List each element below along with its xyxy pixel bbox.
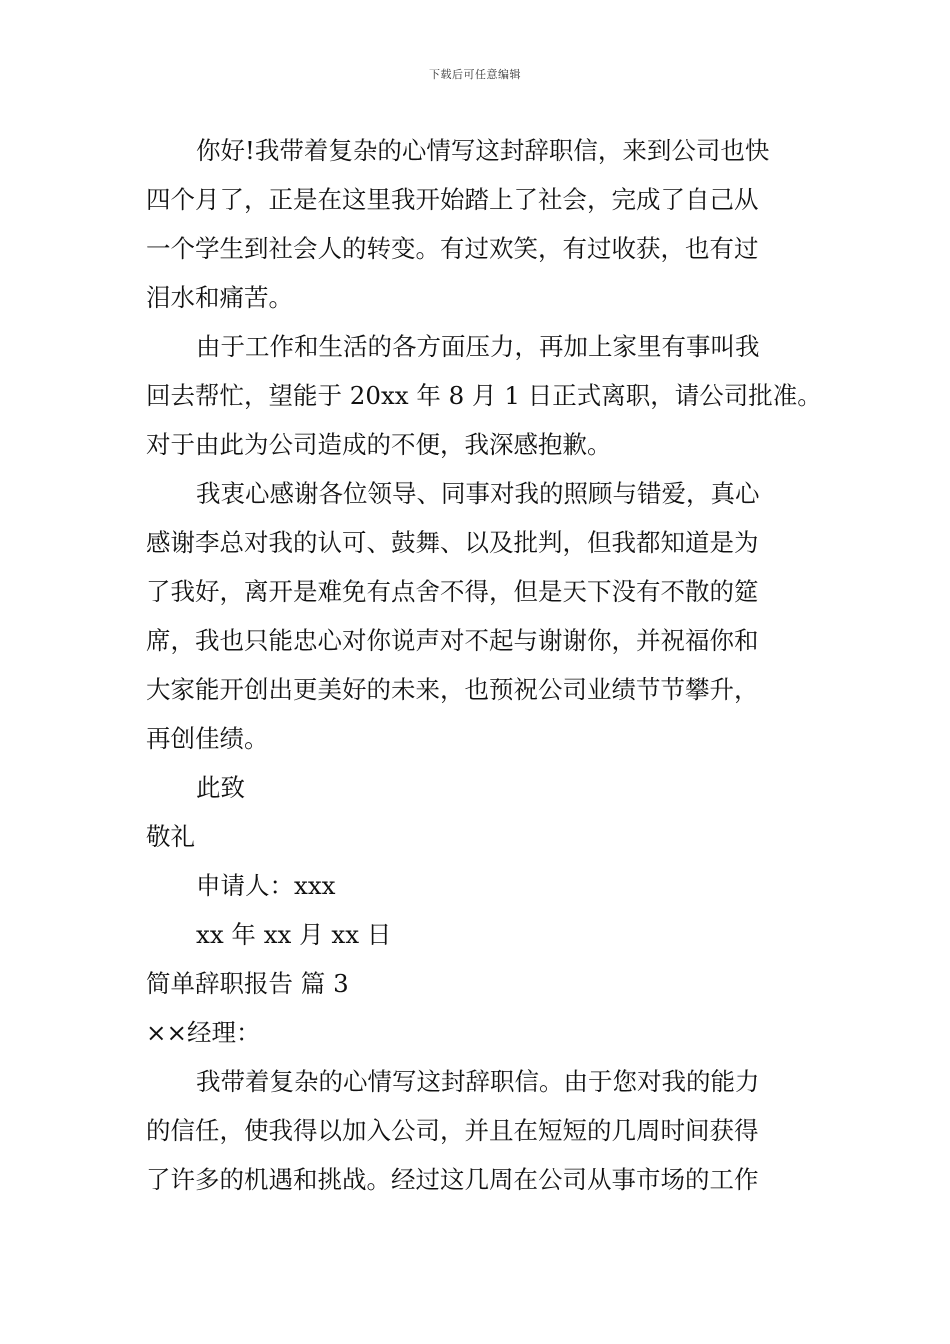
closing-line: 此致 bbox=[196, 773, 245, 802]
text-line: 对于由此为公司造成的不便，我深感抱歉。 bbox=[146, 430, 612, 459]
date-line: xx 年 xx 月 xx 日 bbox=[196, 920, 392, 949]
header-note: 下载后可任意编辑 bbox=[429, 68, 521, 81]
applicant-line: 申请人：xxx bbox=[196, 871, 336, 900]
text-line: 感谢李总对我的认可、鼓舞、以及批判，但我都知道是为 bbox=[146, 528, 759, 557]
text-line: 由于工作和生活的各方面压力，再加上家里有事叫我 bbox=[196, 332, 760, 361]
text-line: 了我好，离开是难免有点舍不得，但是天下没有不散的筵 bbox=[146, 577, 759, 606]
document-body bbox=[146, 126, 822, 1204]
text-line: 泪水和痛苦。 bbox=[146, 283, 293, 312]
addressee-line: ××经理： bbox=[146, 1018, 261, 1047]
text-line: 我带着复杂的心情写这封辞职信。由于您对我的能力 bbox=[196, 1067, 760, 1096]
text-line: 再创佳绩。 bbox=[146, 724, 269, 753]
text-line: 大家能开创出更美好的未来，也预祝公司业绩节节攀升， bbox=[146, 675, 759, 704]
text-line: 回去帮忙，望能于 20xx 年 8 月 1 日正式离职，请公司批准。 bbox=[146, 381, 822, 410]
text-line: 一个学生到社会人的转变。有过欢笑，有过收获，也有过 bbox=[146, 234, 759, 263]
text-line: 席，我也只能忠心对你说声对不起与谢谢你，并祝福你和 bbox=[146, 626, 759, 655]
section-title: 简单辞职报告 篇 3 bbox=[146, 969, 349, 998]
text-line: 了许多的机遇和挑战。经过这几周在公司从事市场的工作 bbox=[146, 1165, 759, 1194]
text-line: 的信任，使我得以加入公司，并且在短短的几周时间获得 bbox=[146, 1116, 759, 1145]
text-line: 我衷心感谢各位领导、同事对我的照顾与错爱，真心 bbox=[196, 479, 760, 508]
salutation-line: 敬礼 bbox=[146, 822, 195, 851]
text-line: 你好!我带着复杂的心情写这封辞职信，来到公司也快 bbox=[196, 136, 770, 165]
text-line: 四个月了，正是在这里我开始踏上了社会，完成了自己从 bbox=[146, 185, 759, 214]
